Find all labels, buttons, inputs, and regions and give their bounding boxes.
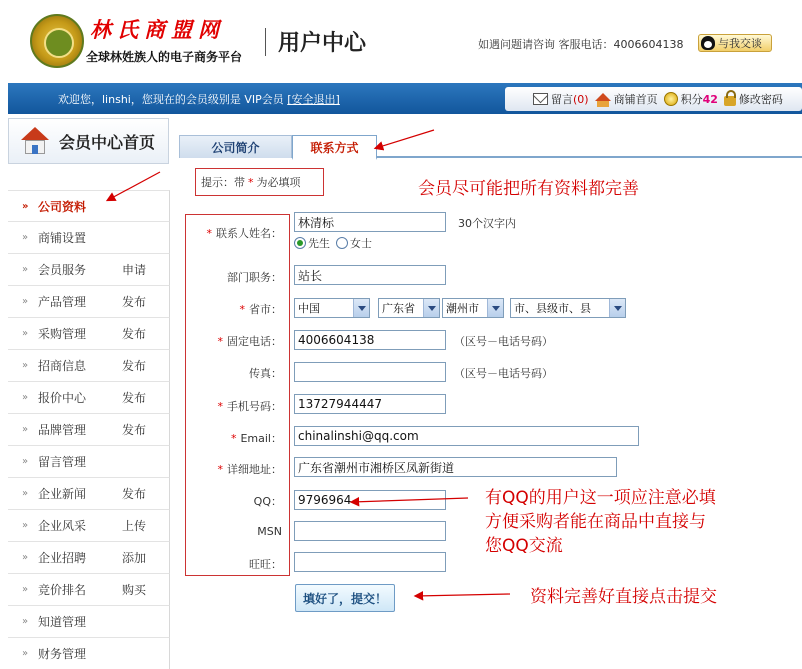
sidebar-item-label: 竞价排名 bbox=[38, 583, 87, 597]
sidebar-item-action[interactable]: 发布 bbox=[122, 423, 147, 437]
hint-prefix: 提示：带 bbox=[201, 176, 245, 189]
chevron-right-icon: » bbox=[22, 456, 29, 467]
chevron-right-icon: » bbox=[22, 488, 29, 499]
house-icon bbox=[21, 127, 49, 155]
contact-name-label bbox=[207, 225, 283, 241]
sidebar-item-action[interactable]: 发布 bbox=[122, 327, 147, 341]
sidebar-item-label: 知道管理 bbox=[38, 615, 87, 629]
gender-male-radio[interactable] bbox=[294, 237, 306, 249]
city-select-value: 潮州市 bbox=[446, 302, 479, 315]
contact-name-input[interactable] bbox=[294, 212, 446, 232]
hint-suffix: 为必填项 bbox=[256, 176, 301, 189]
sidebar-item-messages[interactable] bbox=[8, 446, 170, 478]
phone-label bbox=[218, 333, 283, 349]
submit-button[interactable]: 填好了，提交！ bbox=[295, 584, 395, 612]
chevron-right-icon: » bbox=[22, 392, 29, 403]
gender-male-label: 先生 bbox=[308, 237, 330, 250]
sidebar-item-brands[interactable] bbox=[8, 414, 170, 446]
department-label: 部门职务： bbox=[227, 271, 282, 284]
wangwang-input[interactable] bbox=[294, 552, 446, 572]
coins-icon bbox=[664, 92, 678, 106]
msn-input[interactable] bbox=[294, 521, 446, 541]
sidebar-item-news[interactable] bbox=[8, 478, 170, 510]
sidebar-item-label: 公司资料 bbox=[38, 199, 87, 214]
annotation-submit-note: 资料完善好直接点击提交 bbox=[530, 587, 717, 607]
gender-female-radio[interactable] bbox=[336, 237, 348, 249]
change-password-label: 修改密码 bbox=[738, 93, 783, 106]
required-star: * bbox=[230, 432, 237, 445]
sidebar-item-label: 招商信息 bbox=[38, 359, 87, 373]
province-select[interactable] bbox=[378, 298, 440, 318]
site-logo[interactable] bbox=[28, 12, 258, 72]
annotation-qq-line3: 您QQ交流 bbox=[485, 536, 563, 556]
hint-star: * bbox=[248, 175, 254, 189]
chevron-down-icon bbox=[609, 299, 625, 317]
tab-contact-info[interactable]: 联系方式 bbox=[292, 135, 377, 160]
chevron-right-icon: » bbox=[22, 328, 29, 339]
sidebar-item-label: 产品管理 bbox=[38, 295, 87, 309]
msn-label: MSN bbox=[257, 525, 282, 538]
required-star: * bbox=[217, 335, 223, 348]
contact-name-label-text: 联系人姓名： bbox=[216, 227, 282, 240]
quick-toolbar bbox=[505, 87, 802, 111]
address-label-text: 详细地址： bbox=[227, 463, 282, 476]
qq-label: QQ： bbox=[253, 495, 282, 508]
sidebar-item-label: 品牌管理 bbox=[38, 423, 87, 437]
sidebar-item-action[interactable]: 申请 bbox=[122, 263, 147, 277]
chevron-right-icon: » bbox=[22, 648, 29, 659]
messages-label: 留言 bbox=[551, 93, 573, 106]
qq-chat-button[interactable] bbox=[698, 34, 772, 52]
chevron-down-icon bbox=[353, 299, 369, 317]
logo-title: 林氏商盟网 bbox=[90, 17, 225, 42]
chevron-right-icon: » bbox=[22, 520, 29, 531]
arrow-to-submit bbox=[416, 594, 510, 596]
sidebar-item-quotes[interactable] bbox=[8, 382, 170, 414]
district-select-value: 市、县级市、县 bbox=[514, 302, 591, 315]
annotation-complete-info: 会员尽可能把所有资料都完善 bbox=[418, 179, 639, 199]
sidebar-item-label: 企业新闻 bbox=[38, 487, 87, 501]
gender-radio-group bbox=[294, 235, 378, 251]
sidebar-item-label: 企业招聘 bbox=[38, 551, 87, 565]
logo-emblem-icon bbox=[30, 14, 84, 68]
shop-home-link[interactable] bbox=[595, 91, 658, 107]
annotation-qq-line2: 方便采购者能在商品中直接与 bbox=[485, 512, 706, 532]
sidebar-item-label: 采购管理 bbox=[38, 327, 87, 341]
address-input[interactable] bbox=[294, 457, 617, 477]
contact-name-tip: 30个汉字内 bbox=[458, 217, 516, 230]
sidebar-item-label: 企业风采 bbox=[38, 519, 87, 533]
sidebar-item-knowledge[interactable] bbox=[8, 606, 170, 638]
chevron-right-icon: » bbox=[22, 296, 29, 307]
fax-input[interactable] bbox=[294, 362, 446, 382]
sidebar-item-shop-settings[interactable] bbox=[8, 222, 170, 254]
sidebar-item-finance[interactable] bbox=[8, 638, 170, 669]
sidebar-item-member-service[interactable] bbox=[8, 254, 170, 286]
country-select[interactable] bbox=[294, 298, 370, 318]
home-icon bbox=[595, 93, 611, 101]
required-star: * bbox=[206, 227, 212, 240]
points-value: 42 bbox=[702, 92, 718, 106]
support-contact: 如遇问题请咨询 客服电话：4006604138 bbox=[478, 38, 684, 51]
sidebar-item-label: 财务管理 bbox=[38, 647, 87, 661]
sidebar-item-purchasing[interactable] bbox=[8, 318, 170, 350]
member-center-home[interactable] bbox=[8, 118, 169, 164]
required-star: * bbox=[217, 463, 223, 476]
sidebar-item-action[interactable]: 发布 bbox=[122, 359, 147, 373]
sidebar-item-recruitment[interactable] bbox=[8, 542, 170, 574]
change-password-link[interactable] bbox=[724, 91, 783, 107]
sidebar-item-label: 报价中心 bbox=[38, 391, 87, 405]
department-input[interactable] bbox=[294, 265, 446, 285]
message-count: (0) bbox=[573, 92, 589, 106]
annotation-qq-note bbox=[485, 486, 716, 558]
mobile-label bbox=[218, 398, 283, 414]
messages-link[interactable] bbox=[533, 91, 589, 107]
tab-bar bbox=[179, 135, 802, 158]
chevron-right-icon: » bbox=[22, 552, 29, 563]
chevron-down-icon bbox=[487, 299, 503, 317]
member-topbar bbox=[8, 83, 802, 114]
qq-penguin-icon bbox=[701, 36, 715, 50]
sidebar-item-label: 商铺设置 bbox=[38, 231, 87, 245]
sidebar-item-action[interactable]: 上传 bbox=[122, 519, 147, 533]
required-star: * bbox=[217, 400, 223, 413]
chevron-down-icon bbox=[423, 299, 439, 317]
qq-input[interactable] bbox=[294, 490, 446, 510]
email-label bbox=[231, 430, 282, 446]
required-star: * bbox=[239, 303, 245, 316]
shop-home-label: 商铺首页 bbox=[613, 93, 658, 106]
province-label-text: 省市： bbox=[249, 303, 282, 316]
page-title: 用户中心 bbox=[278, 31, 367, 56]
fax-tip: （区号－电话号码） bbox=[454, 367, 553, 380]
chevron-right-icon: » bbox=[22, 584, 29, 595]
sidebar-item-action[interactable]: 购买 bbox=[122, 583, 147, 597]
mail-icon bbox=[533, 93, 548, 105]
sidebar-item-action[interactable]: 发布 bbox=[122, 391, 147, 405]
logo-slogan: 全球林姓族人的电子商务平台 bbox=[86, 50, 243, 64]
header-divider bbox=[265, 28, 266, 56]
sidebar-item-investment[interactable] bbox=[8, 350, 170, 382]
chevron-right-icon: » bbox=[22, 360, 29, 371]
mobile-label-text: 手机号码： bbox=[227, 400, 282, 413]
fax-label: 传真： bbox=[249, 367, 282, 380]
province-select-value: 广东省 bbox=[382, 302, 415, 315]
chevron-right-icon: » bbox=[22, 200, 29, 212]
required-hint bbox=[195, 168, 324, 196]
qq-chat-label: 与我交谈 bbox=[718, 37, 762, 50]
country-select-value: 中国 bbox=[298, 302, 320, 315]
sidebar-item-action[interactable]: 发布 bbox=[122, 295, 147, 309]
wangwang-label: 旺旺： bbox=[249, 558, 282, 571]
sidebar-menu bbox=[8, 190, 170, 669]
sidebar-item-gallery[interactable] bbox=[8, 510, 170, 542]
welcome-text: 欢迎您，linshi，您现在的会员级别是 VIP会员 bbox=[58, 93, 284, 106]
sidebar-item-products[interactable] bbox=[8, 286, 170, 318]
tab-company-intro[interactable]: 公司简介 bbox=[179, 135, 292, 158]
sidebar-item-company-profile[interactable] bbox=[8, 190, 170, 222]
logout-link[interactable]: [安全退出] bbox=[287, 93, 340, 106]
points-label: 积分 bbox=[680, 93, 703, 106]
welcome-message bbox=[58, 91, 340, 107]
sidebar-item-label: 会员服务 bbox=[38, 263, 87, 277]
mobile-input[interactable] bbox=[294, 394, 446, 414]
province-label bbox=[240, 301, 283, 317]
points-link[interactable] bbox=[664, 91, 718, 107]
lock-icon bbox=[724, 96, 736, 106]
gender-female-label: 女士 bbox=[350, 237, 372, 250]
phone-label-text: 固定电话： bbox=[227, 335, 282, 348]
email-label-text: Email： bbox=[240, 432, 282, 445]
city-select[interactable] bbox=[442, 298, 504, 318]
district-select[interactable] bbox=[510, 298, 626, 318]
chevron-right-icon: » bbox=[22, 616, 29, 627]
member-center-home-label: 会员中心首页 bbox=[59, 132, 156, 152]
sidebar-item-action[interactable]: 发布 bbox=[122, 487, 147, 501]
chevron-right-icon: » bbox=[22, 264, 29, 275]
address-label bbox=[218, 461, 283, 477]
chevron-right-icon: » bbox=[22, 232, 29, 243]
sidebar-item-action[interactable]: 添加 bbox=[122, 551, 147, 565]
email-input[interactable] bbox=[294, 426, 639, 446]
phone-tip: （区号－电话号码） bbox=[454, 335, 553, 348]
phone-input[interactable] bbox=[294, 330, 446, 350]
annotation-qq-line1: 有QQ的用户这一项应注意必填 bbox=[485, 488, 716, 508]
chevron-right-icon: » bbox=[22, 424, 29, 435]
sidebar-item-bidding[interactable] bbox=[8, 574, 170, 606]
sidebar-item-label: 留言管理 bbox=[38, 455, 87, 469]
